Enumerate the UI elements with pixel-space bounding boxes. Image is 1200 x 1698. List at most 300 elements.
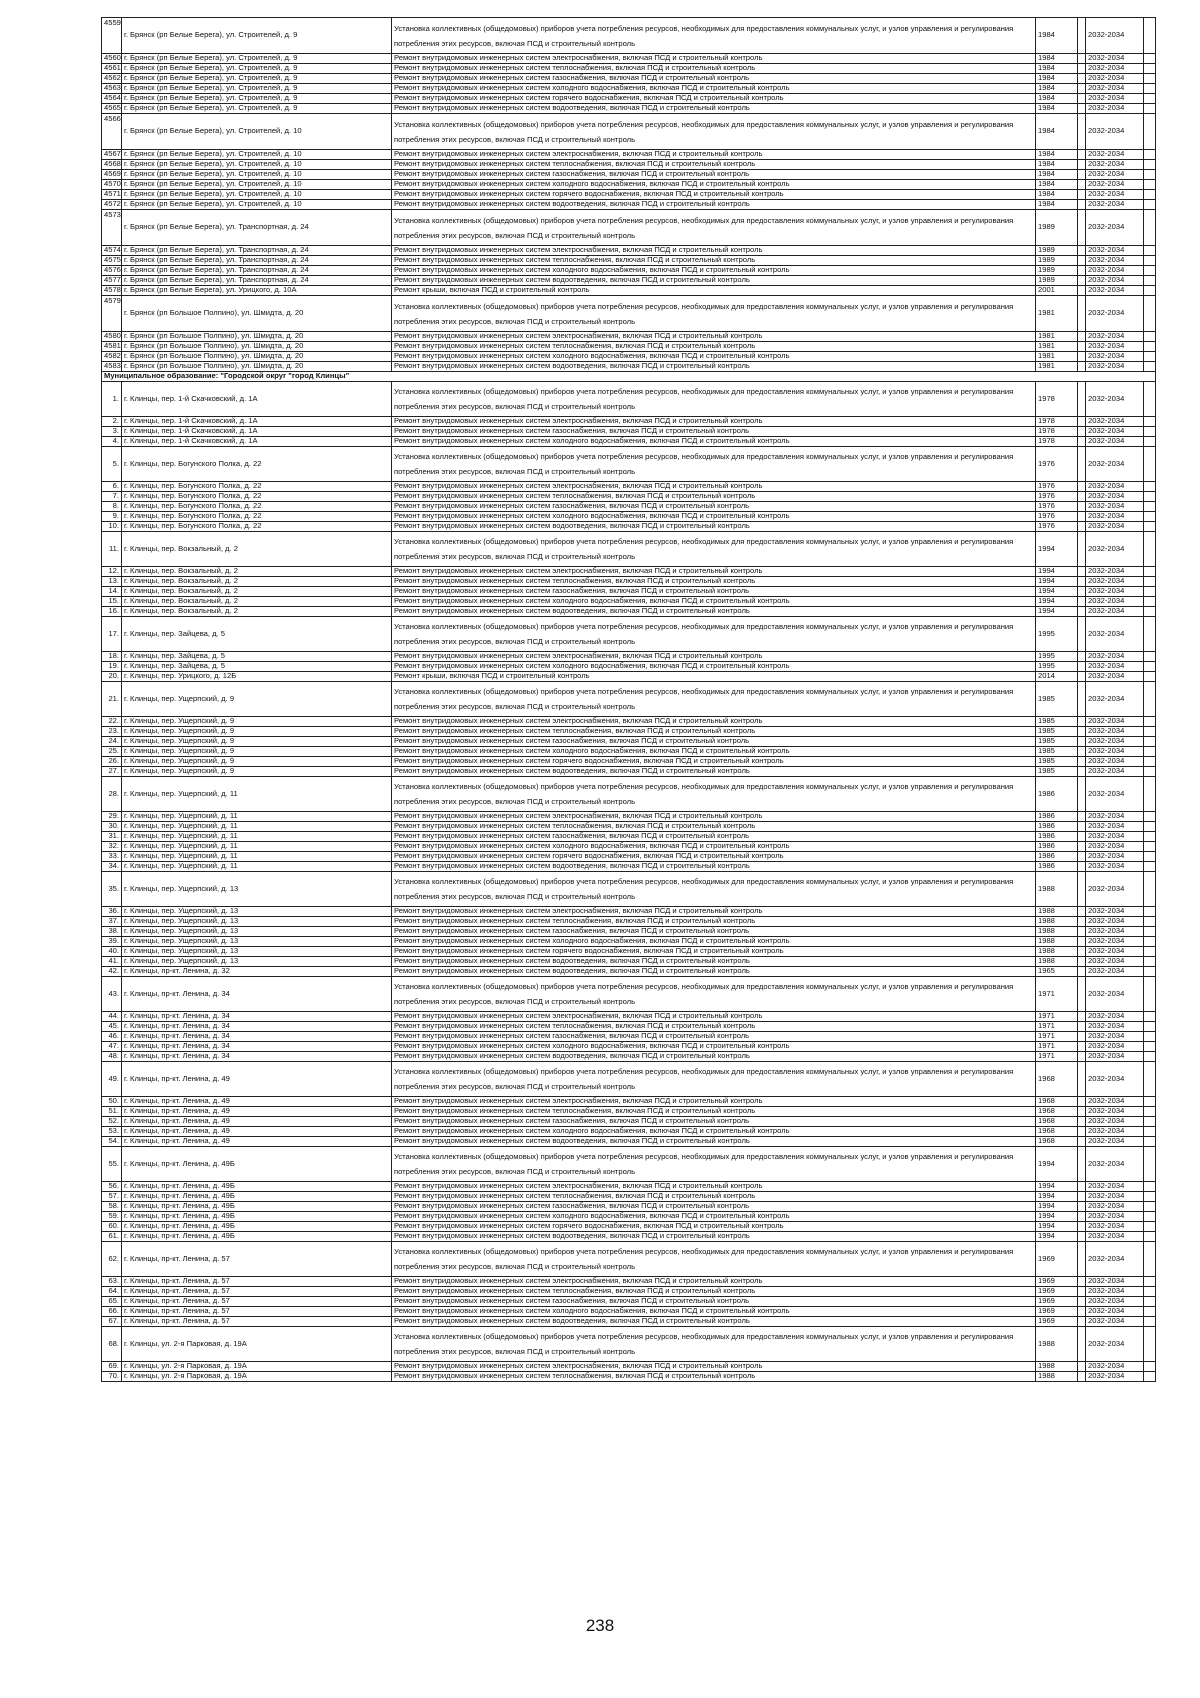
row-number: 4566 <box>102 114 122 150</box>
work-description-cell: Ремонт внутридомовых инженерных систем теплоснабжения, включая ПСД и строительный контроль <box>392 1022 1036 1032</box>
year-cell: 1985 <box>1036 747 1078 757</box>
address-cell: г. Брянск (рп Белые Берега), ул. Строителей, д. 10 <box>122 190 392 200</box>
blank-cell <box>1144 1062 1156 1097</box>
table-row <box>102 672 1156 682</box>
address-cell: г. Брянск (рп Белые Берега), ул. Строителей, д. 9 <box>122 64 392 74</box>
row-number: 7. <box>102 492 122 502</box>
row-number: 37. <box>102 917 122 927</box>
blank-cell <box>1078 512 1086 522</box>
work-description-cell: Ремонт внутридомовых инженерных систем электроснабжения, включая ПСД и строительный контроль <box>392 54 1036 64</box>
period-cell: 2032-2034 <box>1086 767 1144 777</box>
address-cell: г. Клинцы, пер. 1-й Скачковский, д. 1А <box>122 382 392 417</box>
row-number: 18. <box>102 652 122 662</box>
work-description-cell: Установка коллективных (общедомовых) приборов учета потребления ресурсов, необходимых для предоставления коммунальных услуг, и узлов управления и регулирования потребления этих ресурсов, включая ПСД и строительный контроль <box>392 1327 1036 1362</box>
work-description-cell: Ремонт внутридомовых инженерных систем водоотведения, включая ПСД и строительный контроль <box>392 967 1036 977</box>
blank-cell <box>1078 1192 1086 1202</box>
blank-cell <box>1144 352 1156 362</box>
address-cell: г. Клинцы, пер. Богунского Полка, д. 22 <box>122 492 392 502</box>
table-row <box>102 717 1156 727</box>
row-number: 42. <box>102 967 122 977</box>
blank-cell <box>1144 1022 1156 1032</box>
address-cell: г. Клинцы, пер. 1-й Скачковский, д. 1А <box>122 427 392 437</box>
year-cell: 1981 <box>1036 332 1078 342</box>
year-cell: 1968 <box>1036 1117 1078 1127</box>
work-description-cell: Ремонт внутридомовых инженерных систем газоснабжения, включая ПСД и строительный контроль <box>392 1117 1036 1127</box>
work-description-cell: Ремонт внутридомовых инженерных систем электроснабжения, включая ПСД и строительный контроль <box>392 1277 1036 1287</box>
blank-cell <box>1144 170 1156 180</box>
period-cell: 2032-2034 <box>1086 1127 1144 1137</box>
year-cell: 1994 <box>1036 577 1078 587</box>
period-cell: 2032-2034 <box>1086 1137 1144 1147</box>
blank-cell <box>1144 872 1156 907</box>
row-number: 53. <box>102 1127 122 1137</box>
year-cell: 1969 <box>1036 1317 1078 1327</box>
year-cell: 1995 <box>1036 617 1078 652</box>
period-cell: 2032-2034 <box>1086 907 1144 917</box>
work-description-cell: Ремонт крыши, включая ПСД и строительный контроль <box>392 286 1036 296</box>
year-cell: 1984 <box>1036 114 1078 150</box>
blank-cell <box>1078 737 1086 747</box>
period-cell: 2032-2034 <box>1086 1327 1144 1362</box>
blank-cell <box>1144 256 1156 266</box>
table-row <box>102 512 1156 522</box>
blank-cell <box>1078 1277 1086 1287</box>
blank-cell <box>1078 967 1086 977</box>
work-description-cell: Ремонт внутридомовых инженерных систем электроснабжения, включая ПСД и строительный контроль <box>392 150 1036 160</box>
table-row <box>102 74 1156 84</box>
year-cell: 1989 <box>1036 276 1078 286</box>
work-description-cell: Ремонт внутридомовых инженерных систем электроснабжения, включая ПСД и строительный контроль <box>392 417 1036 427</box>
blank-cell <box>1144 1297 1156 1307</box>
address-cell: г. Клинцы, пр-кт. Ленина, д. 57 <box>122 1307 392 1317</box>
blank-cell <box>1144 1327 1156 1362</box>
work-description-cell: Ремонт внутридомовых инженерных систем горячего водоснабжения, включая ПСД и строительный контроль <box>392 947 1036 957</box>
year-cell: 1976 <box>1036 502 1078 512</box>
row-number: 14. <box>102 587 122 597</box>
year-cell: 1971 <box>1036 1042 1078 1052</box>
work-description-cell: Ремонт внутридомовых инженерных систем водоотведения, включая ПСД и строительный контроль <box>392 1052 1036 1062</box>
year-cell: 1994 <box>1036 587 1078 597</box>
year-cell: 1971 <box>1036 1032 1078 1042</box>
period-cell: 2032-2034 <box>1086 737 1144 747</box>
row-number: 23. <box>102 727 122 737</box>
row-number: 48. <box>102 1052 122 1062</box>
year-cell: 2001 <box>1036 286 1078 296</box>
period-cell: 2032-2034 <box>1086 587 1144 597</box>
table-row <box>102 957 1156 967</box>
blank-cell <box>1078 54 1086 64</box>
address-cell: г. Клинцы, пер. Вокзальный, д. 2 <box>122 532 392 567</box>
table-row <box>102 114 1156 150</box>
work-description-cell: Ремонт внутридомовых инженерных систем газоснабжения, включая ПСД и строительный контроль <box>392 1032 1036 1042</box>
row-number: 36. <box>102 907 122 917</box>
work-description-cell: Ремонт внутридомовых инженерных систем электроснабжения, включая ПСД и строительный контроль <box>392 652 1036 662</box>
year-cell: 1994 <box>1036 1147 1078 1182</box>
row-number: 11. <box>102 532 122 567</box>
address-cell: г. Клинцы, пер. 1-й Скачковский, д. 1А <box>122 417 392 427</box>
table-row <box>102 1117 1156 1127</box>
address-cell: г. Брянск (рп Белые Берега), ул. Строителей, д. 10 <box>122 150 392 160</box>
blank-cell <box>1144 114 1156 150</box>
row-number: 52. <box>102 1117 122 1127</box>
address-cell: г. Брянск (рп Белые Берега), ул. Транспортная, д. 24 <box>122 246 392 256</box>
blank-cell <box>1078 1317 1086 1327</box>
period-cell: 2032-2034 <box>1086 1147 1144 1182</box>
table-row <box>102 937 1156 947</box>
table-row <box>102 1372 1156 1382</box>
table-row <box>102 757 1156 767</box>
table-row <box>102 190 1156 200</box>
table-row <box>102 927 1156 937</box>
year-cell: 1971 <box>1036 1022 1078 1032</box>
period-cell: 2032-2034 <box>1086 94 1144 104</box>
period-cell: 2032-2034 <box>1086 362 1144 372</box>
blank-cell <box>1144 1147 1156 1182</box>
blank-cell <box>1144 427 1156 437</box>
period-cell: 2032-2034 <box>1086 822 1144 832</box>
table-row <box>102 967 1156 977</box>
year-cell: 1986 <box>1036 822 1078 832</box>
period-cell: 2032-2034 <box>1086 522 1144 532</box>
work-description-cell: Ремонт внутридомовых инженерных систем газоснабжения, включая ПСД и строительный контроль <box>392 502 1036 512</box>
period-cell: 2032-2034 <box>1086 617 1144 652</box>
year-cell: 1986 <box>1036 862 1078 872</box>
row-number: 4562 <box>102 74 122 84</box>
blank-cell <box>1078 1032 1086 1042</box>
address-cell: г. Клинцы, пр-кт. Ленина, д. 57 <box>122 1317 392 1327</box>
period-cell: 2032-2034 <box>1086 352 1144 362</box>
work-description-cell: Установка коллективных (общедомовых) приборов учета потребления ресурсов, необходимых для предоставления коммунальных услуг, и узлов управления и регулирования потребления этих ресурсов, включая ПСД и строительный контроль <box>392 1062 1036 1097</box>
row-number: 65. <box>102 1297 122 1307</box>
year-cell: 1968 <box>1036 1062 1078 1097</box>
blank-cell <box>1144 1032 1156 1042</box>
blank-cell <box>1144 1372 1156 1382</box>
blank-cell <box>1144 757 1156 767</box>
row-number: 4561 <box>102 64 122 74</box>
year-cell: 1985 <box>1036 727 1078 737</box>
row-number: 4575 <box>102 256 122 266</box>
address-cell: г. Клинцы, пр-кт. Ленина, д. 34 <box>122 1032 392 1042</box>
row-number: 9. <box>102 512 122 522</box>
table-row <box>102 812 1156 822</box>
year-cell: 1988 <box>1036 947 1078 957</box>
year-cell: 1988 <box>1036 957 1078 967</box>
address-cell: г. Клинцы, пер. Зайцева, д. 5 <box>122 617 392 652</box>
address-cell: г. Клинцы, пер. Ущерпский, д. 11 <box>122 832 392 842</box>
address-cell: г. Брянск (рп Белые Берега), ул. Строителей, д. 10 <box>122 200 392 210</box>
blank-cell <box>1144 917 1156 927</box>
period-cell: 2032-2034 <box>1086 967 1144 977</box>
row-number: 31. <box>102 832 122 842</box>
blank-cell <box>1144 210 1156 246</box>
period-cell: 2032-2034 <box>1086 977 1144 1012</box>
work-description-cell: Ремонт внутридомовых инженерных систем газоснабжения, включая ПСД и строительный контроль <box>392 927 1036 937</box>
blank-cell <box>1144 1042 1156 1052</box>
row-number: 16. <box>102 607 122 617</box>
blank-cell <box>1144 1012 1156 1022</box>
year-cell: 1984 <box>1036 18 1078 54</box>
blank-cell <box>1078 1107 1086 1117</box>
row-number: 10. <box>102 522 122 532</box>
period-cell: 2032-2034 <box>1086 682 1144 717</box>
table-row <box>102 1107 1156 1117</box>
blank-cell <box>1078 1242 1086 1277</box>
works-table <box>101 17 1156 1382</box>
blank-cell <box>1144 417 1156 427</box>
address-cell: г. Клинцы, пр-кт. Ленина, д. 49 <box>122 1097 392 1107</box>
blank-cell <box>1078 180 1086 190</box>
row-number: 57. <box>102 1192 122 1202</box>
year-cell: 1985 <box>1036 717 1078 727</box>
period-cell: 2032-2034 <box>1086 662 1144 672</box>
table-row <box>102 160 1156 170</box>
address-cell: г. Брянск (рп Белые Берега), ул. Строителей, д. 9 <box>122 84 392 94</box>
blank-cell <box>1144 1307 1156 1317</box>
row-number: 4578 <box>102 286 122 296</box>
row-number: 4571 <box>102 190 122 200</box>
work-description-cell: Ремонт внутридомовых инженерных систем водоотведения, включая ПСД и строительный контроль <box>392 200 1036 210</box>
address-cell: г. Клинцы, пр-кт. Ленина, д. 34 <box>122 1052 392 1062</box>
blank-cell <box>1078 1327 1086 1362</box>
table-row <box>102 266 1156 276</box>
year-cell: 1976 <box>1036 522 1078 532</box>
year-cell: 1984 <box>1036 180 1078 190</box>
row-number: 40. <box>102 947 122 957</box>
address-cell: г. Клинцы, пер. Урицкого, д. 12Б <box>122 672 392 682</box>
blank-cell <box>1144 937 1156 947</box>
blank-cell <box>1078 362 1086 372</box>
blank-cell <box>1144 1222 1156 1232</box>
address-cell: г. Клинцы, пер. Ущерпский, д. 11 <box>122 842 392 852</box>
address-cell: г. Клинцы, пер. Ущерпский, д. 9 <box>122 727 392 737</box>
table-row <box>102 737 1156 747</box>
blank-cell <box>1144 74 1156 84</box>
table-row <box>102 587 1156 597</box>
table-row <box>102 94 1156 104</box>
year-cell: 1994 <box>1036 607 1078 617</box>
row-number: 12. <box>102 567 122 577</box>
blank-cell <box>1078 482 1086 492</box>
row-number: 24. <box>102 737 122 747</box>
period-cell: 2032-2034 <box>1086 717 1144 727</box>
blank-cell <box>1144 767 1156 777</box>
section-title: Муниципальное образование: "Городской округ "город Клинцы" <box>102 372 1156 382</box>
row-number: 4568 <box>102 160 122 170</box>
period-cell: 2032-2034 <box>1086 672 1144 682</box>
table-row <box>102 617 1156 652</box>
address-cell: г. Клинцы, пр-кт. Ленина, д. 34 <box>122 1042 392 1052</box>
address-cell: г. Клинцы, пр-кт. Ленина, д. 49 <box>122 1137 392 1147</box>
period-cell: 2032-2034 <box>1086 727 1144 737</box>
table-row <box>102 286 1156 296</box>
blank-cell <box>1078 777 1086 812</box>
blank-cell <box>1144 672 1156 682</box>
table-row <box>102 727 1156 737</box>
blank-cell <box>1144 652 1156 662</box>
period-cell: 2032-2034 <box>1086 927 1144 937</box>
blank-cell <box>1144 332 1156 342</box>
blank-cell <box>1144 150 1156 160</box>
work-description-cell: Ремонт внутридомовых инженерных систем электроснабжения, включая ПСД и строительный контроль <box>392 717 1036 727</box>
row-number: 49. <box>102 1062 122 1097</box>
blank-cell <box>1078 1062 1086 1097</box>
blank-cell <box>1078 652 1086 662</box>
row-number: 4570 <box>102 180 122 190</box>
blank-cell <box>1078 1042 1086 1052</box>
table-row <box>102 522 1156 532</box>
period-cell: 2032-2034 <box>1086 210 1144 246</box>
address-cell: г. Клинцы, пр-кт. Ленина, д. 49 <box>122 1062 392 1097</box>
address-cell: г. Клинцы, пер. 1-й Скачковский, д. 1А <box>122 437 392 447</box>
table-row <box>102 492 1156 502</box>
year-cell: 1994 <box>1036 1182 1078 1192</box>
year-cell: 1989 <box>1036 210 1078 246</box>
blank-cell <box>1144 512 1156 522</box>
blank-cell <box>1144 246 1156 256</box>
address-cell: г. Брянск (рп Большое Полпино), ул. Шмидта, д. 20 <box>122 296 392 332</box>
row-number: 54. <box>102 1137 122 1147</box>
blank-cell <box>1078 256 1086 266</box>
table-row <box>102 907 1156 917</box>
period-cell: 2032-2034 <box>1086 567 1144 577</box>
row-number: 5. <box>102 447 122 482</box>
work-description-cell: Ремонт внутридомовых инженерных систем водоотведения, включая ПСД и строительный контроль <box>392 862 1036 872</box>
work-description-cell: Установка коллективных (общедомовых) приборов учета потребления ресурсов, необходимых для предоставления коммунальных услуг, и узлов управления и регулирования потребления этих ресурсов, включая ПСД и строительный контроль <box>392 447 1036 482</box>
year-cell: 1988 <box>1036 1372 1078 1382</box>
blank-cell <box>1078 1297 1086 1307</box>
work-description-cell: Ремонт внутридомовых инженерных систем газоснабжения, включая ПСД и строительный контроль <box>392 74 1036 84</box>
address-cell: г. Клинцы, пер. Ущерпский, д. 9 <box>122 767 392 777</box>
blank-cell <box>1078 160 1086 170</box>
address-cell: г. Брянск (рп Большое Полпино), ул. Шмидта, д. 20 <box>122 332 392 342</box>
blank-cell <box>1144 927 1156 937</box>
table-row <box>102 822 1156 832</box>
blank-cell <box>1144 567 1156 577</box>
address-cell: г. Брянск (рп Белые Берега), ул. Транспортная, д. 24 <box>122 266 392 276</box>
blank-cell <box>1078 427 1086 437</box>
address-cell: г. Клинцы, пр-кт. Ленина, д. 34 <box>122 1012 392 1022</box>
address-cell: г. Клинцы, пер. Богунского Полка, д. 22 <box>122 522 392 532</box>
table-row <box>102 1012 1156 1022</box>
blank-cell <box>1144 18 1156 54</box>
address-cell: г. Клинцы, пр-кт. Ленина, д. 57 <box>122 1242 392 1277</box>
row-number: 4565 <box>102 104 122 114</box>
table-row <box>102 1062 1156 1097</box>
year-cell: 1984 <box>1036 200 1078 210</box>
blank-cell <box>1144 717 1156 727</box>
blank-cell <box>1144 812 1156 822</box>
blank-cell <box>1078 417 1086 427</box>
address-cell: г. Клинцы, пер. Вокзальный, д. 2 <box>122 567 392 577</box>
blank-cell <box>1144 286 1156 296</box>
blank-cell <box>1078 1362 1086 1372</box>
work-description-cell: Установка коллективных (общедомовых) приборов учета потребления ресурсов, необходимых для предоставления коммунальных услуг, и узлов управления и регулирования потребления этих ресурсов, включая ПСД и строительный контроль <box>392 1147 1036 1182</box>
period-cell: 2032-2034 <box>1086 332 1144 342</box>
address-cell: г. Брянск (рп Большое Полпино), ул. Шмидта, д. 20 <box>122 342 392 352</box>
row-number: 61. <box>102 1232 122 1242</box>
blank-cell <box>1144 1097 1156 1107</box>
table-row <box>102 427 1156 437</box>
blank-cell <box>1078 190 1086 200</box>
blank-cell <box>1078 1117 1086 1127</box>
blank-cell <box>1144 276 1156 286</box>
row-number: 4582 <box>102 352 122 362</box>
blank-cell <box>1078 246 1086 256</box>
page-number: 238 <box>585 1616 615 1635</box>
work-description-cell: Установка коллективных (общедомовых) приборов учета потребления ресурсов, необходимых для предоставления коммунальных услуг, и узлов управления и регулирования потребления этих ресурсов, включая ПСД и строительный контроль <box>392 114 1036 150</box>
address-cell: г. Брянск (рп Белые Берега), ул. Транспортная, д. 24 <box>122 256 392 266</box>
period-cell: 2032-2034 <box>1086 757 1144 767</box>
year-cell: 1994 <box>1036 1232 1078 1242</box>
period-cell: 2032-2034 <box>1086 947 1144 957</box>
blank-cell <box>1144 862 1156 872</box>
period-cell: 2032-2034 <box>1086 437 1144 447</box>
table-row <box>102 437 1156 447</box>
period-cell: 2032-2034 <box>1086 1032 1144 1042</box>
period-cell: 2032-2034 <box>1086 812 1144 822</box>
blank-cell <box>1144 607 1156 617</box>
year-cell: 1995 <box>1036 662 1078 672</box>
work-description-cell: Ремонт внутридомовых инженерных систем газоснабжения, включая ПСД и строительный контроль <box>392 1297 1036 1307</box>
work-description-cell: Ремонт внутридомовых инженерных систем теплоснабжения, включая ПСД и строительный контроль <box>392 577 1036 587</box>
work-description-cell: Ремонт внутридомовых инженерных систем электроснабжения, включая ПСД и строительный контроль <box>392 567 1036 577</box>
address-cell: г. Клинцы, ул. 2-я Парковая, д. 19А <box>122 1327 392 1362</box>
blank-cell <box>1144 587 1156 597</box>
row-number: 20. <box>102 672 122 682</box>
year-cell: 1969 <box>1036 1242 1078 1277</box>
row-number: 22. <box>102 717 122 727</box>
address-cell: г. Клинцы, пер. Ущерпский, д. 11 <box>122 812 392 822</box>
period-cell: 2032-2034 <box>1086 1097 1144 1107</box>
table-row <box>102 1307 1156 1317</box>
period-cell: 2032-2034 <box>1086 862 1144 872</box>
row-number: 4567 <box>102 150 122 160</box>
work-description-cell: Ремонт внутридомовых инженерных систем холодного водоснабжения, включая ПСД и строительный контроль <box>392 597 1036 607</box>
period-cell: 2032-2034 <box>1086 190 1144 200</box>
blank-cell <box>1144 1212 1156 1222</box>
table-row <box>102 256 1156 266</box>
period-cell: 2032-2034 <box>1086 1307 1144 1317</box>
row-number: 3. <box>102 427 122 437</box>
blank-cell <box>1078 437 1086 447</box>
address-cell: г. Клинцы, пр-кт. Ленина, д. 49Б <box>122 1182 392 1192</box>
row-number: 30. <box>102 822 122 832</box>
table-row <box>102 1212 1156 1222</box>
period-cell: 2032-2034 <box>1086 1202 1144 1212</box>
table-row <box>102 767 1156 777</box>
row-number: 21. <box>102 682 122 717</box>
year-cell: 1969 <box>1036 1287 1078 1297</box>
work-description-cell: Ремонт внутридомовых инженерных систем теплоснабжения, включая ПСД и строительный контроль <box>392 256 1036 266</box>
row-number: 4. <box>102 437 122 447</box>
table-row <box>102 296 1156 332</box>
table-row <box>102 352 1156 362</box>
row-number: 67. <box>102 1317 122 1327</box>
address-cell: г. Брянск (рп Белые Берега), ул. Строителей, д. 10 <box>122 180 392 190</box>
year-cell: 1989 <box>1036 256 1078 266</box>
work-description-cell: Ремонт внутридомовых инженерных систем электроснабжения, включая ПСД и строительный контроль <box>392 1182 1036 1192</box>
table-row <box>102 210 1156 246</box>
period-cell: 2032-2034 <box>1086 1277 1144 1287</box>
table-row <box>102 200 1156 210</box>
table-row <box>102 1032 1156 1042</box>
blank-cell <box>1144 1277 1156 1287</box>
row-number: 4576 <box>102 266 122 276</box>
work-description-cell: Ремонт внутридомовых инженерных систем газоснабжения, включая ПСД и строительный контроль <box>392 832 1036 842</box>
work-description-cell: Ремонт внутридомовых инженерных систем горячего водоснабжения, включая ПСД и строительный контроль <box>392 852 1036 862</box>
year-cell: 1988 <box>1036 907 1078 917</box>
blank-cell <box>1078 957 1086 967</box>
